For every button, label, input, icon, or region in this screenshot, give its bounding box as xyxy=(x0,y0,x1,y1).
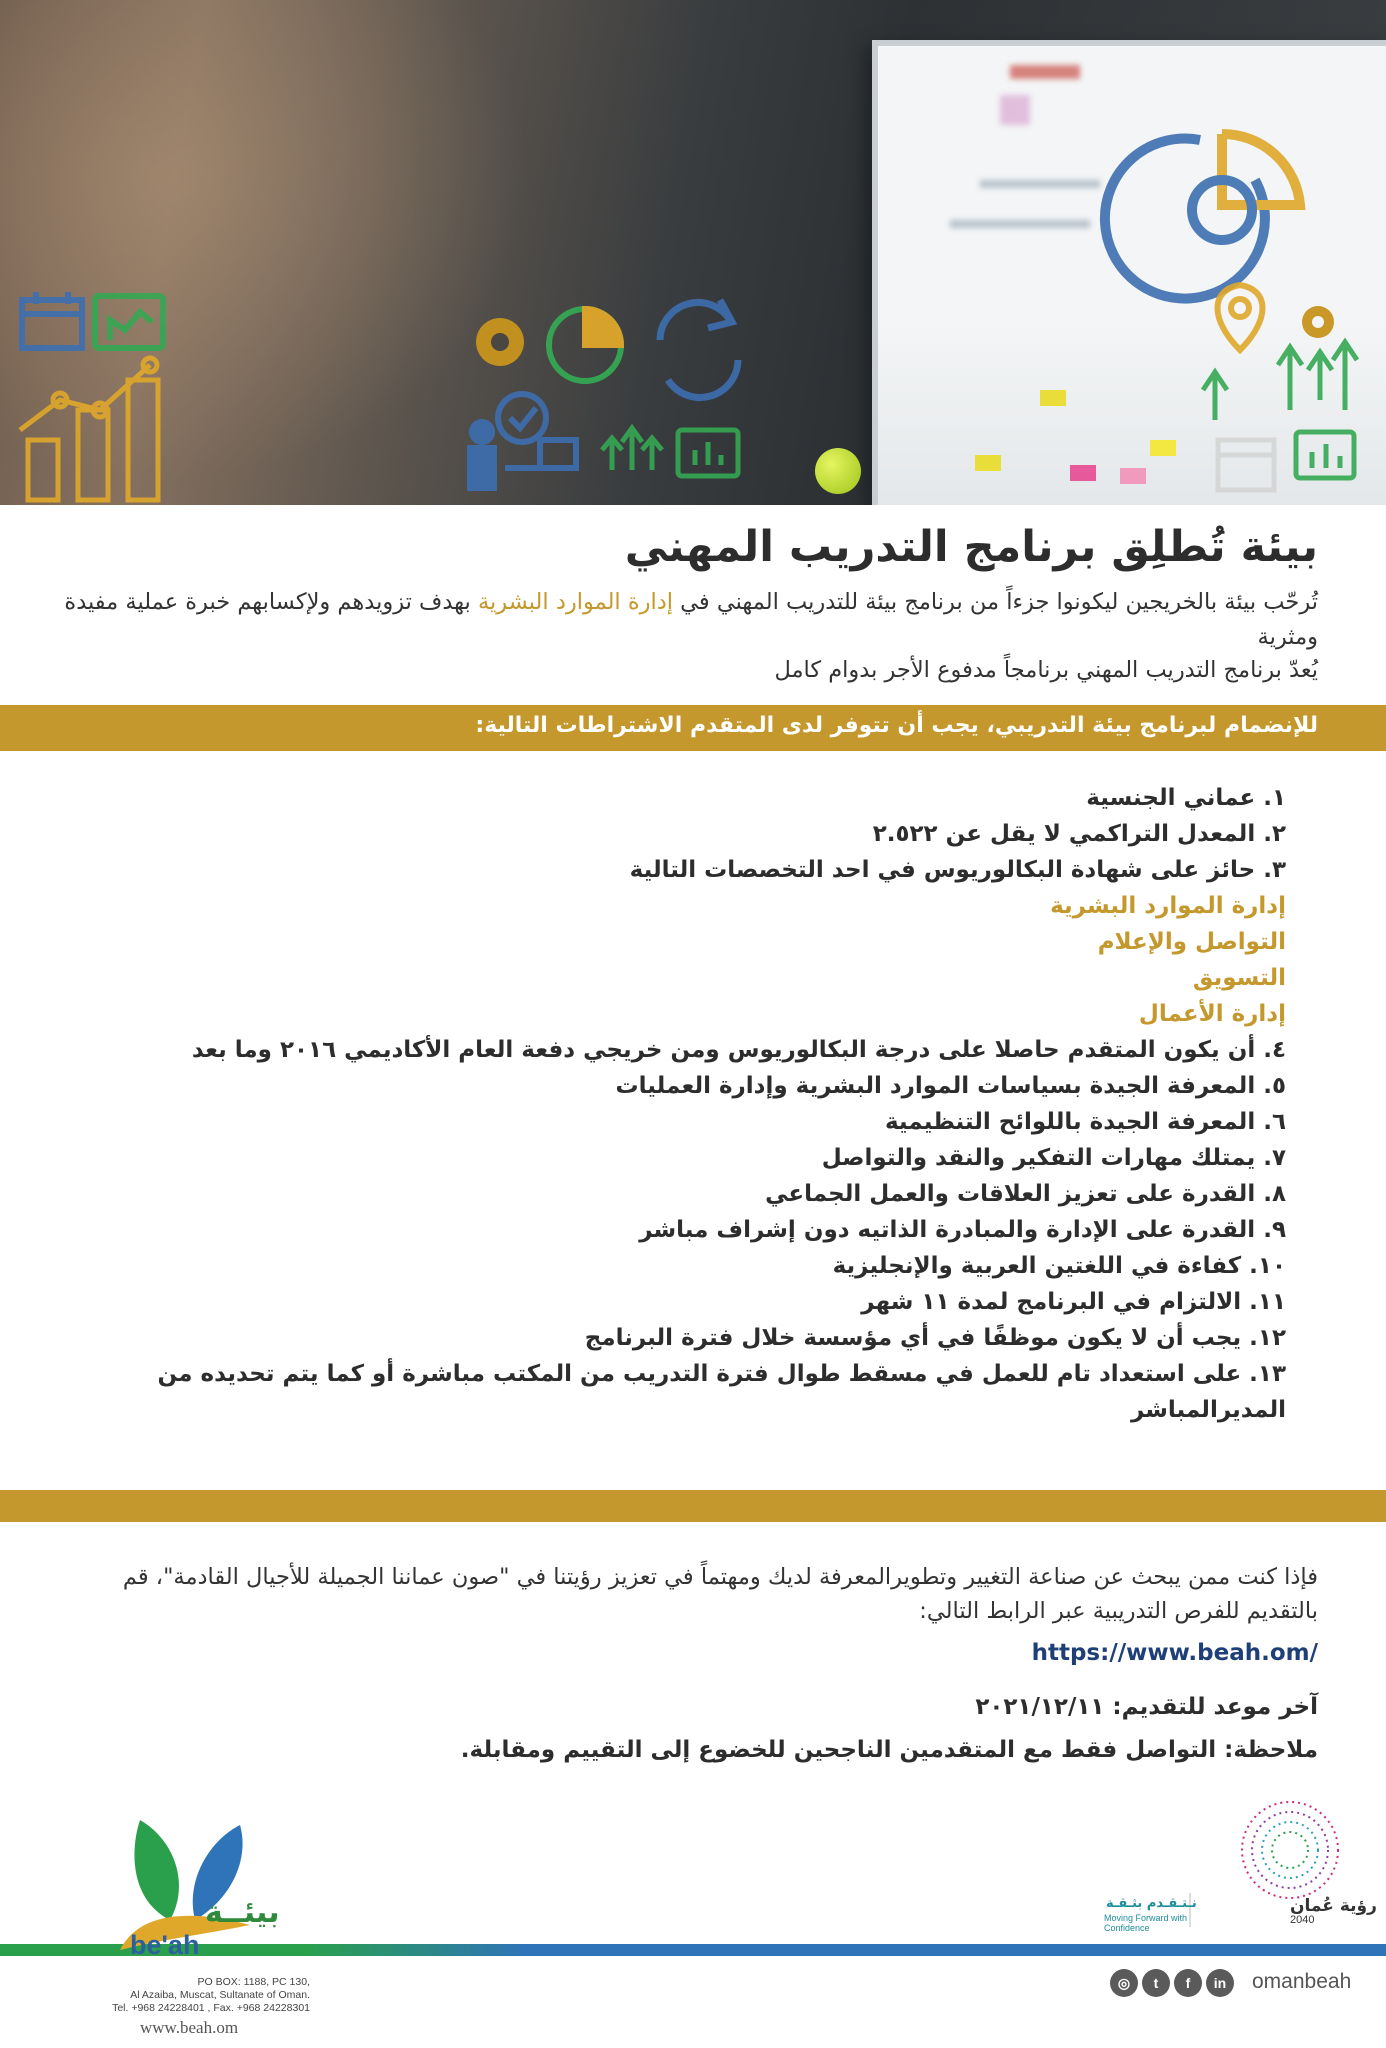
chat-chart-icon-3 xyxy=(1296,432,1354,478)
requirement-item: ٦. المعرفة الجيدة باللوائح التنظيمية xyxy=(884,1109,1286,1135)
intro-paragraph: تُرحّب بيئة بالخريجين ليكونوا جزءاً من برنامج بيئة للتدريب المهني في إدارة الموارد البشرية بهدف تزويدهم ولإكسابهم خبرة عملية مفيدة ومثرية xyxy=(64,589,1318,650)
refresh-icon xyxy=(660,300,738,398)
social-handle[interactable]: omanbeah xyxy=(1252,1970,1352,1993)
requirement-major: التواصل والإعلام xyxy=(1097,929,1286,955)
requirement-item: ٢. المعدل التراكمي لا يقل عن ٢.٥٢٢ xyxy=(872,821,1286,847)
logo-english-text: be'ah xyxy=(130,1930,200,1960)
gear-icon-2 xyxy=(1302,306,1334,338)
calendar-icon xyxy=(22,292,82,348)
requirement-major: إدارة الأعمال xyxy=(1138,1001,1286,1027)
bar-chart-icon xyxy=(20,358,158,500)
moving-forward-english: Moving Forward with Confidence xyxy=(1104,1913,1188,1933)
requirements-heading-bar xyxy=(0,705,1386,751)
hero-image xyxy=(0,0,1386,505)
requirement-item: ١. عماني الجنسية xyxy=(1086,785,1286,811)
chat-chart-icon-2 xyxy=(678,430,738,476)
requirement-item: ١٣. على استعداد تام للعمل في مسقط طوال فترة التدريب من المكتب مباشرة أو كما يتم تحديده من المديرالمباشر xyxy=(157,1361,1286,1423)
vision-year: 2040 xyxy=(1290,1914,1315,1926)
requirement-item: ١٢. يجب أن لا يكون موظفًا في أي مؤسسة خلال فترة البرنامج xyxy=(584,1325,1286,1351)
note-text: ملاحظة: التواصل فقط مع المتقدمين الناجحين للخضوع إلى التقييم ومقابلة. xyxy=(460,1737,1318,1763)
facebook-icon[interactable]: f xyxy=(1174,1969,1202,1997)
logo-arabic-text: بيئــة xyxy=(205,1895,280,1930)
page-title: بيئة تُطلِق برنامج التدريب المهني xyxy=(624,522,1318,572)
requirement-major: إدارة الموارد البشرية xyxy=(1050,893,1286,919)
deadline-text: آخر موعد للتقديم: ٢٠٢١/١٢/١١ xyxy=(975,1694,1318,1720)
requirements-heading: للإنضمام لبرنامج بيئة التدريبي، يجب أن تتوفر لدى المتقدم الاشتراطات التالية: xyxy=(475,713,1318,738)
timer-person-icon xyxy=(470,394,576,488)
linkedin-icon[interactable]: in xyxy=(1206,1969,1234,1997)
footer-website[interactable]: www.beah.om xyxy=(140,2018,239,2037)
location-pin-icon xyxy=(1218,285,1263,350)
gear-icon xyxy=(476,318,524,366)
decorative-icons-overlay xyxy=(0,0,1386,505)
requirements-list xyxy=(86,780,1286,1428)
growth-arrows-icon xyxy=(602,428,662,470)
instagram-icon[interactable]: ◎ xyxy=(1110,1969,1138,1997)
divider-bar xyxy=(0,1490,1386,1522)
intro-paragraph-2: يُعدّ برنامج التدريب المهني برنامجاً مدفوع الأجر بدوام كامل xyxy=(774,657,1318,683)
requirement-item: ٤. أن يكون المتقدم حاصلا على درجة البكالوريوس ومن خريجي دفعة العام الأكاديمي ٢٠١٦ وما بعد xyxy=(191,1037,1286,1063)
social-icons xyxy=(1110,1968,1234,1998)
moving-forward-arabic: نـتـقـدم بثـقـة xyxy=(1106,1896,1197,1911)
requirement-item: ٥. المعرفة الجيدة بسياسات الموارد البشرية وإدارة العمليات xyxy=(615,1073,1286,1099)
growth-arrows-icon-2 xyxy=(1203,342,1357,420)
requirement-major: التسويق xyxy=(1192,965,1286,991)
requirement-item: ١١. الالتزام في البرنامج لمدة ١١ شهر xyxy=(861,1289,1286,1315)
requirement-item: ٣. حائز على شهادة البكالوريوس في احد التخصصات التالية xyxy=(629,857,1286,883)
address-block: PO BOX: 1188, PC 130, Al Azaiba, Muscat, Sultanate of Oman. Tel. +968 24228401 , Fax. +968 24228301 xyxy=(112,1976,310,2014)
chat-chart-icon xyxy=(95,296,163,348)
closing-paragraph: فإذا كنت ممن يبحث عن صناعة التغيير وتطويرالمعرفة لديك ومهتماً في تعزيز رؤيتنا في "صون عماننا الجميلة للأجيال القادمة"، قم بالتقديم للفرص التدريبية عبر الرابط التالي: xyxy=(122,1564,1318,1624)
large-pie-chart-icon xyxy=(1105,134,1300,299)
highlight-hr: إدارة الموارد البشرية xyxy=(477,589,674,615)
vision-arabic-text: رؤية عُمان xyxy=(1290,1896,1377,1916)
requirement-item: ١٠. كفاءة في اللغتين العربية والإنجليزية xyxy=(832,1253,1286,1279)
calendar-icon-2 xyxy=(1218,440,1274,490)
requirement-item: ٩. القدرة على الإدارة والمبادرة الذاتيه دون إشراف مباشر xyxy=(639,1217,1286,1243)
apply-link[interactable]: https://www.beah.om/ xyxy=(1031,1640,1318,1666)
pie-chart-icon xyxy=(549,309,621,381)
requirement-item: ٨. القدرة على تعزيز العلاقات والعمل الجماعي xyxy=(765,1181,1286,1207)
requirement-item: ٧. يمتلك مهارات التفكير والنقد والتواصل xyxy=(821,1145,1286,1171)
twitter-icon[interactable]: t xyxy=(1142,1969,1170,1997)
